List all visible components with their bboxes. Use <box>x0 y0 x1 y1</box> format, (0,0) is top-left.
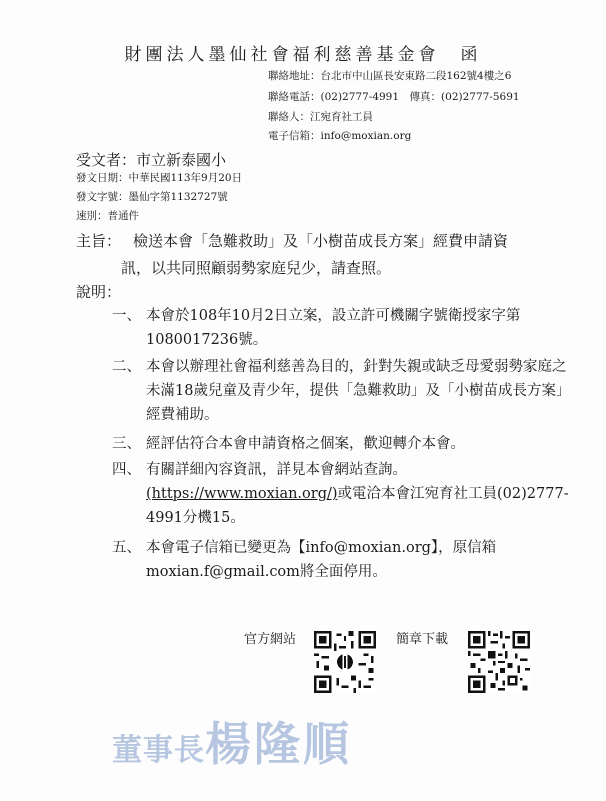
description-item <box>112 304 572 352</box>
item-text: 本會電子信箱已變更為【info@moxian.org】，原信箱moxian.f@gmail.com將全面停用。 <box>146 540 497 580</box>
description-item <box>112 432 572 456</box>
recipient: 受文者：市立新泰國小 <box>76 151 227 169</box>
subject-line-1: 檢送本會「急難救助」及「小樹苗成長方案」經費申請資 <box>133 232 509 250</box>
chairman-seal-stamp: 董事長楊隆順 <box>112 717 352 771</box>
description-item <box>112 458 572 530</box>
item-text-post: 或電洽本會江宛育社工員(02)2777-4991分機15。 <box>146 486 569 526</box>
description-item <box>112 536 572 584</box>
item-text: 經評估符合本會申請資格之個案，歡迎轉介本會。 <box>146 436 465 452</box>
document-number: 發文字號：墨仙字第1132727號 <box>76 191 228 203</box>
item-number: 二、 <box>112 359 141 375</box>
item-number: 五、 <box>112 540 141 556</box>
contact-address: 聯絡地址：台北市中山區長安東路二段162號4樓之6 <box>268 70 512 82</box>
official-site-qr-icon[interactable] <box>314 631 376 693</box>
issue-date: 發文日期：中華民國113年9月20日 <box>76 172 243 184</box>
contact-email: 電子信箱：info@moxian.org <box>268 130 412 142</box>
item-text: 有關詳細內容資訊，詳見本會網站查詢。 <box>146 462 407 478</box>
official-site-label: 官方網站 <box>244 632 297 647</box>
item-text: 本會於108年10月2日立案，設立許可機關字號衛授家字第1080017236號。 <box>146 308 521 348</box>
brochure-download-label: 簡章下載 <box>396 632 449 647</box>
description-item <box>112 355 572 427</box>
subject-label: 主旨： <box>76 232 122 250</box>
item-number: 四、 <box>112 462 141 478</box>
letter-title: 財團法人墨仙社會福利慈善基金會 函 <box>124 45 482 65</box>
contact-phone: 聯絡電話：(02)2777-4991 傳真：(02)2777-5691 <box>268 91 520 103</box>
website-link[interactable]: (https://www.moxian.org/) <box>146 486 338 502</box>
item-text: 本會以辦理社會福利慈善為目的，針對失親或缺乏母愛弱勢家庭之未滿18歲兒童及青少年，提供「急難救助」及「小樹苗成長方案」經費補助。 <box>146 359 571 423</box>
contact-person: 聯絡人：江宛育社工員 <box>268 111 373 123</box>
brochure-download-qr-icon[interactable] <box>468 631 530 693</box>
subject-line-2: 訊，以共同照顧弱勢家庭兒少，請查照。 <box>121 259 392 277</box>
item-number: 三、 <box>112 436 141 452</box>
delivery-speed: 速別：普通件 <box>76 210 139 222</box>
item-number: 一、 <box>112 308 141 324</box>
subject-section <box>76 228 546 282</box>
description-label: 說明： <box>76 283 122 301</box>
